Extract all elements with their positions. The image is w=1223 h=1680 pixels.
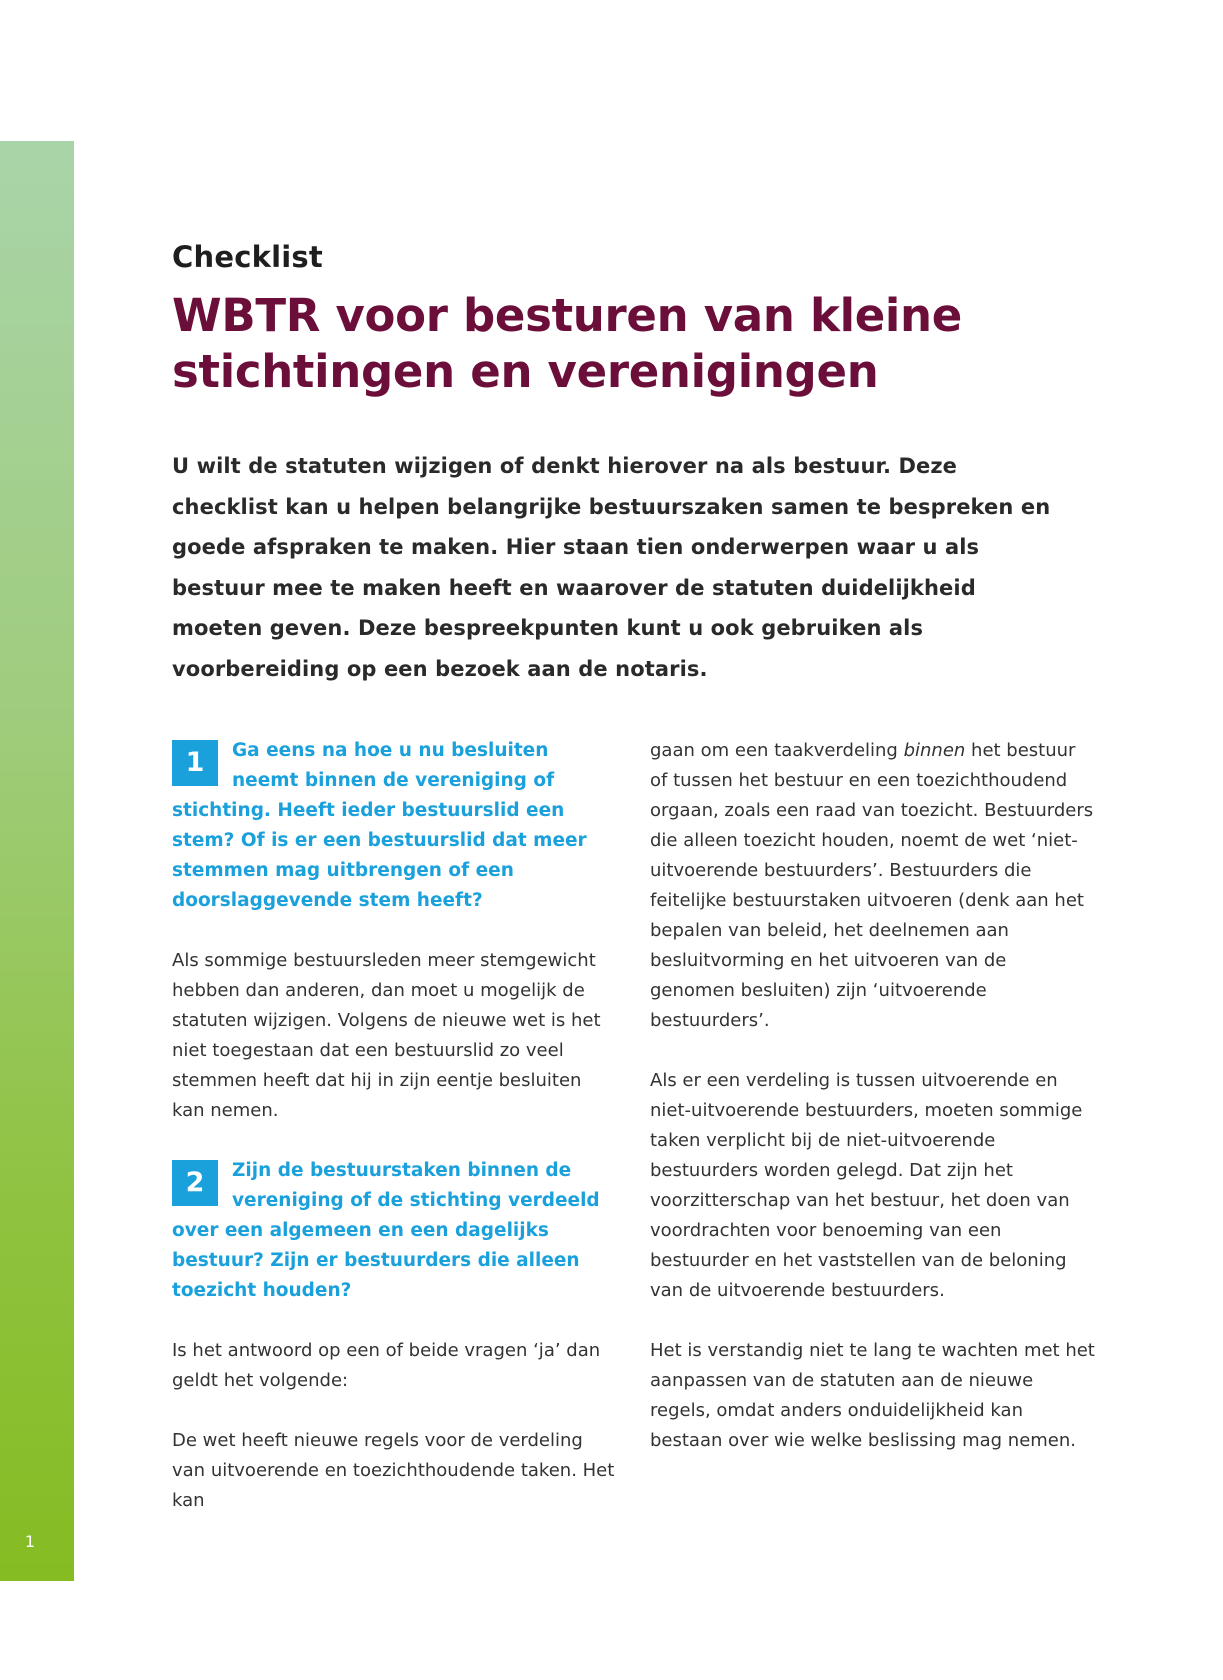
section-number-badge: 1 bbox=[172, 740, 218, 786]
left-column bbox=[172, 736, 617, 1516]
right-column bbox=[650, 736, 1095, 1456]
section-2-question: Zijn de bestuurstaken binnen de vereniging of de stichting verdeeld over een algemeen en een dagelijks bestuur? Zijn er bestuurders die alleen toezicht houden? bbox=[172, 1160, 600, 1301]
section-2-body-1: Is het antwoord op een of beide vragen ‘ja’ dan geldt het volgende: bbox=[172, 1340, 601, 1391]
section-1-question: Ga eens na hoe u nu besluiten neemt binnen de vereniging of stichting. Heeft ieder bestuurslid een stem? Of is er een bestuurslid dat meer stemmen mag uitbrengen of een doorslaggevende stem heeft? bbox=[172, 740, 587, 911]
title-line-2: stichtingen en verenigingen bbox=[172, 345, 879, 398]
section-2-body-5: Het is verstandig niet te lang te wachten met het aanpassen van de statuten aan de nieuwe regels, omdat anders onduidelijkheid kan bestaan over wie welke beslissing mag nemen. bbox=[650, 1340, 1095, 1451]
section-2-body-3 bbox=[650, 736, 1095, 1036]
page-title bbox=[172, 288, 1072, 400]
page-number: 1 bbox=[24, 1532, 36, 1551]
body-text: het bestuur of tussen het bestuur en een toezichthoudend orgaan, zoals een raad van toezicht. Bestuurders die alleen toezicht houden, noemt de wet ‘niet-uitvoerende bestuurders’. Bestuurders die feitelijke bestuurstaken uitvoeren (denk aan het bepalen van beleid, het deelnemen aan besluitvorming en het uitvoeren van de genomen besluiten) zijn ‘uitvoerende bestuurders’. bbox=[650, 740, 1094, 1031]
side-color-bar bbox=[0, 141, 74, 1581]
section-2-body-4: Als er een verdeling is tussen uitvoerende en niet-uitvoerende bestuurders, moeten sommige taken verplicht bij de niet-uitvoerende bestuurders worden gelegd. Dat zijn het voorzitterschap van het bestuur, het doen van voordrachten voor benoeming van een bestuurder en het vaststellen van de beloning van de uitvoerende bestuurders. bbox=[650, 1070, 1083, 1301]
intro-paragraph: U wilt de statuten wijzigen of denkt hierover na als bestuur. Deze checklist kan u helpen belangrijke bestuurszaken samen te bespreken en goede afspraken te maken. Hier staan tien onderwerpen waar u als bestuur mee te maken heeft en waarover de statuten duidelijkheid moeten geven. Deze bespreekpunten kunt u ook gebruiken als voorbereiding op een bezoek aan de notaris. bbox=[172, 454, 1051, 681]
body-emphasis: binnen bbox=[903, 740, 966, 761]
section-2-heading bbox=[172, 1156, 617, 1306]
section-2-body-2: De wet heeft nieuwe regels voor de verdeling van uitvoerende en toezichthoudende taken. Het kan bbox=[172, 1430, 615, 1511]
section-1-body: Als sommige bestuursleden meer stemgewicht hebben dan anderen, dan moet u mogelijk de statuten wijzigen. Volgens de nieuwe wet is het niet toegestaan dat een bestuurslid zo veel stemmen heeft dat hij in zijn eentje besluiten kan nemen. bbox=[172, 950, 601, 1121]
section-number-badge: 2 bbox=[172, 1160, 218, 1206]
section-2 bbox=[172, 1156, 617, 1516]
section-1-heading bbox=[172, 736, 617, 916]
section-1 bbox=[172, 736, 617, 1126]
title-line-1: WBTR voor besturen van kleine bbox=[172, 289, 963, 342]
document-kicker: Checklist bbox=[172, 240, 323, 274]
body-text: gaan om een taakverdeling bbox=[650, 740, 904, 761]
